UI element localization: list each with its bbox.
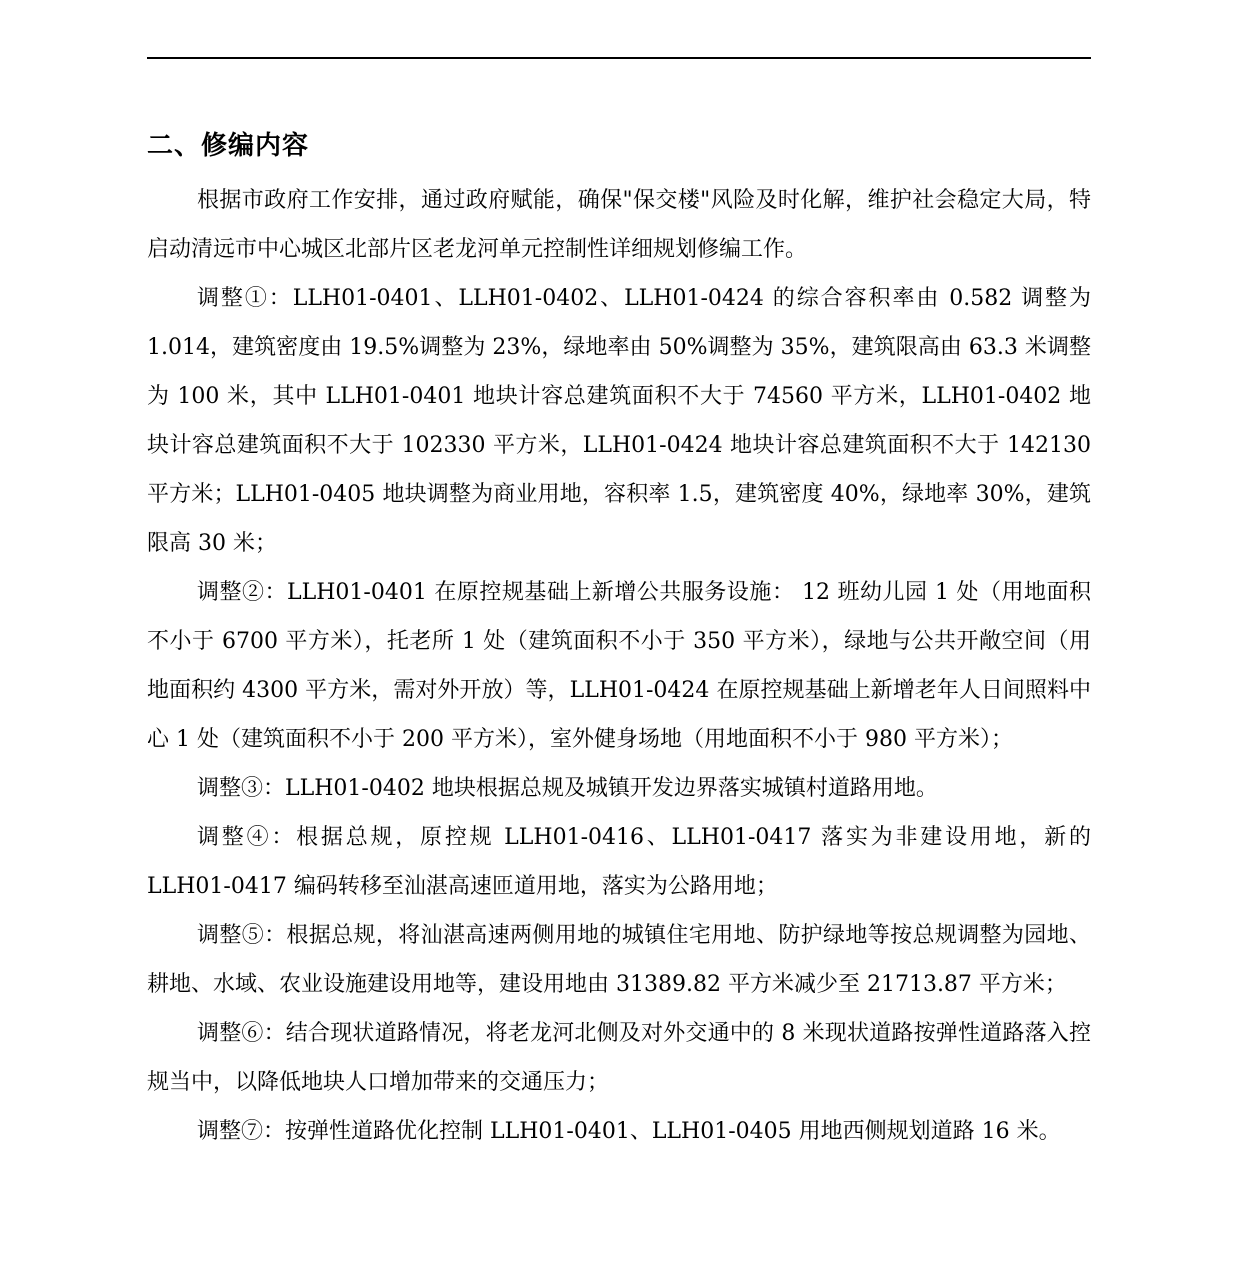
adjustment-7-paragraph: 调整⑦：按弹性道路优化控制 LLH01-0401、LLH01-0405 用地西侧规划道路 16 米。 [197, 1119, 1061, 1144]
adjustment-1-paragraph: 调整①：LLH01-0401、LLH01-0402、LLH01-0424 的综合容积率由 0.582 调整为 1.014，建筑密度由 19.5%调整为 23%，绿地率由 50%调整为 35%，建筑限高由 63.3 米调整为 100 米，其中 LLH01-0401 地块计容总建筑面积不大于 74560 平方米，LLH01-0402 地块计容总建筑面积不大于 102330 平方米，LLH01-0424 地块计容总建筑面积不大于 142130 平方米；LLH01-0405 地块调整为商业用地，容积率 1.5，建筑密度 40%，绿地率 30%，建筑限高 30 米； [147, 286, 1091, 556]
adjustment-5-paragraph: 调整⑤：根据总规，将汕湛高速两侧用地的城镇住宅用地、防护绿地等按总规调整为园地、耕地、水域、农业设施建设用地等，建设用地由 31389.82 平方米减少至 21713.87 平方米； [147, 923, 1091, 997]
adjustment-4-paragraph: 调整④：根据总规，原控规 LLH01-0416、LLH01-0417 落实为非建设用地，新的 LLH01-0417 编码转移至汕湛高速匝道用地，落实为公路用地； [147, 825, 1091, 899]
intro-paragraph: 根据市政府工作安排，通过政府赋能，确保"保交楼"风险及时化解，维护社会稳定大局，特启动清远市中心城区北部片区老龙河单元控制性详细规划修编工作。 [147, 188, 1091, 262]
document-body [147, 126, 1091, 1156]
adjustment-6-paragraph: 调整⑥：结合现状道路情况，将老龙河北侧及对外交通中的 8 米现状道路按弹性道路落入控规当中，以降低地块人口增加带来的交通压力； [147, 1021, 1091, 1095]
adjustment-3-paragraph: 调整③：LLH01-0402 地块根据总规及城镇开发边界落实城镇村道路用地。 [197, 776, 938, 801]
header-rule [147, 57, 1091, 59]
adjustment-2-paragraph: 调整②：LLH01-0401 在原控规基础上新增公共服务设施： 12 班幼儿园 1 处（用地面积不小于 6700 平方米），托老所 1 处（建筑面积不小于 350 平方米），绿地与公共开敞空间（用地面积约 4300 平方米，需对外开放）等，LLH01-0424 在原控规基础上新增老年人日间照料中心 1 处（建筑面积不小于 200 平方米），室外健身场地（用地面积不小于 980 平方米）； [147, 580, 1091, 752]
section-heading: 二、修编内容 [147, 131, 310, 161]
